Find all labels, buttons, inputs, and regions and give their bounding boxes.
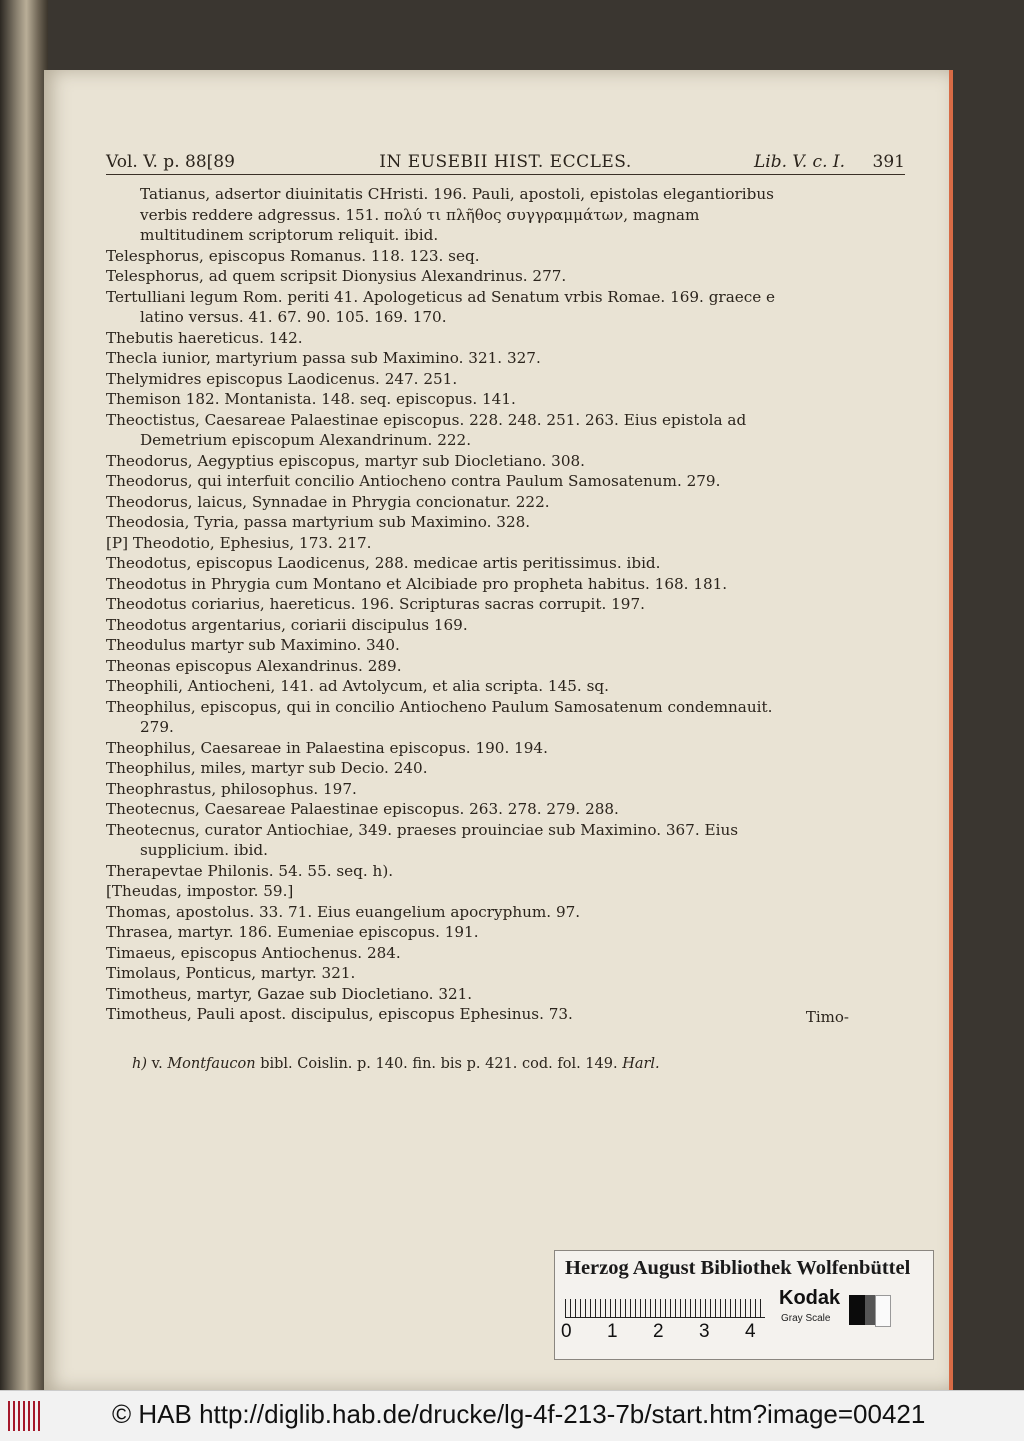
footnote-text-b: bibl. Coislin. p. 140. fin. bis p. 421. cod. fol. 149. <box>260 1056 618 1072</box>
index-entry: Thebutis haereticus. 142. <box>106 328 303 347</box>
index-entry: Thrasea, martyr. 186. Eumeniae episcopus. 191. <box>106 923 479 941</box>
ruler-number: 4 <box>745 1321 756 1342</box>
book-chapter-reference: Lib. V. c. I. <box>754 152 845 172</box>
index-entry: Themison 182. Montanista. 148. seq. episcopus. 141. <box>106 390 516 408</box>
running-title: IN EUSEBII HIST. ECCLES. <box>379 152 632 172</box>
footnote-sign: Harl. <box>622 1056 660 1072</box>
index-entry: [Theudas, impostor. 59.] <box>106 882 294 900</box>
index-entry: Theophrastus, philosophus. 197. <box>106 779 357 798</box>
index-entry: Telesphorus, ad quem scripsit Dionysius Alexandrinus. 277. <box>106 267 567 285</box>
book-binding <box>0 0 48 1390</box>
index-entry: Thelymidres episcopus Laodicenus. 247. 251. <box>106 369 458 388</box>
kodak-brand: Kodak <box>779 1287 841 1309</box>
footer-bar <box>0 1390 1024 1441</box>
footnote-text-a: v. <box>151 1056 163 1072</box>
catchword: Timo- <box>805 1008 849 1026</box>
ruler-number: 1 <box>607 1321 618 1342</box>
ruler-scale <box>565 1291 765 1318</box>
index-entry: Timaeus, episcopus Antiochenus. 284. <box>106 943 401 962</box>
index-entry: Theodorus, qui interfuit concilio Antiocheno contra Paulum Samosatenum. 279. <box>106 472 721 490</box>
index-entry: Theodorus, Aegyptius episcopus, martyr sub Diocletiano. 308. <box>106 451 585 470</box>
index-entry: Timotheus, Pauli apost. discipulus, episcopus Ephesinus. 73. <box>106 1005 573 1023</box>
index-entry: Theodorus, laicus, Synnadae in Phrygia concionatur. 222. <box>106 492 550 511</box>
index-entry: Theophilus, episcopus, qui in concilio Antiocheno Paulum Samosatenum condemnauit. 279. <box>106 697 773 736</box>
index-entry: Theodosia, Tyria, passa martyrium sub Maximino. 328. <box>106 513 531 531</box>
footnote <box>132 1056 660 1072</box>
index-entry: Timotheus, martyr, Gazae sub Diocletiano. 321. <box>106 984 473 1003</box>
ruler-number: 2 <box>653 1321 664 1342</box>
white-patch <box>875 1295 891 1327</box>
library-name: Herzog August Bibliothek Wolfenbüttel <box>565 1257 911 1279</box>
index-entry: [P] Theodotio, Ephesius, 173. 217. <box>106 533 372 552</box>
copyright-url[interactable]: © HAB http://diglib.hab.de/drucke/lg-4f-213-7b/start.htm?image=00421 <box>112 1399 926 1429</box>
index-entry: Theophilus, miles, martyr sub Decio. 240. <box>106 759 428 777</box>
gray-scale-caption: Gray Scale <box>781 1313 831 1324</box>
index-entry: Theodotus in Phrygia cum Montano et Alcibiade pro propheta habitus. 168. 181. <box>106 574 728 593</box>
index-entries <box>106 184 798 1025</box>
index-entry: Theotecnus, curator Antiochiae, 349. praeses prouinciae sub Maximino. 367. Eius supplicium. ibid. <box>106 820 739 859</box>
index-entry: Theoctistus, Caesareae Palaestinae episcopus. 228. 248. 251. 263. Eius epistola ad Demetrium episcopum Alexandrinum. 222. <box>106 410 747 449</box>
index-entry: Theophilus, Caesareae in Palaestina episcopus. 190. 194. <box>106 738 548 757</box>
index-entry: Thecla iunior, martyrium passa sub Maximino. 321. 327. <box>106 349 541 367</box>
dark-gray-patch <box>865 1295 875 1325</box>
header-rule <box>106 174 905 175</box>
index-entry: Theotecnus, Caesareae Palaestinae episcopus. 263. 278. 279. 288. <box>106 800 619 818</box>
book-page <box>44 70 953 1390</box>
page-header <box>106 150 905 176</box>
ruler-number: 0 <box>561 1321 572 1342</box>
footnote-mark: h) <box>132 1056 147 1072</box>
index-entry: Theonas episcopus Alexandrinus. 289. <box>106 656 402 675</box>
index-entry: Timolaus, Ponticus, martyr. 321. <box>106 964 356 982</box>
ruler-number: 3 <box>699 1321 710 1342</box>
black-patch <box>849 1295 865 1325</box>
index-entry: Tatianus, adsertor diuinitatis CHristi. 196. Pauli, apostoli, epistolas elegantioribus verbis reddere adgressus. 151. πολύ τι πλῆθος συγγραμμάτων, magnam multitudinem scriptorum reliquit. ibid. <box>140 185 774 244</box>
library-color-scale-label <box>554 1250 934 1360</box>
volume-reference: Vol. V. p. 88[89 <box>106 152 235 172</box>
index-entry: Therapevtae Philonis. 54. 55. seq. h). <box>106 861 394 880</box>
index-entry: Theodulus martyr sub Maximino. 340. <box>106 636 400 654</box>
index-entry: Telesphorus, episcopus Romanus. 118. 123. seq. <box>106 246 480 265</box>
index-entry: Thomas, apostolus. 33. 71. Eius euangelium apocryphum. 97. <box>106 902 581 921</box>
index-entry: Theodotus coriarius, haereticus. 196. Scripturas sacras corrupit. 197. <box>106 595 645 613</box>
index-entry: Theodotus argentarius, coriarii discipulus 169. <box>106 615 468 634</box>
index-entry: Theodotus, episcopus Laodicenus, 288. medicae artis peritissimus. ibid. <box>106 554 661 572</box>
page-number: 391 <box>872 152 905 172</box>
index-entry: Theophili, Antiocheni, 141. ad Avtolycum, et alia scripta. 145. sq. <box>106 677 609 695</box>
index-entry: Tertulliani legum Rom. periti 41. Apologeticus ad Senatum vrbis Romae. 169. graece e latino versus. 41. 67. 90. 105. 169. 170. <box>106 287 776 326</box>
footnote-author: Montfaucon <box>167 1056 256 1072</box>
hab-logo-icon <box>8 1401 42 1431</box>
